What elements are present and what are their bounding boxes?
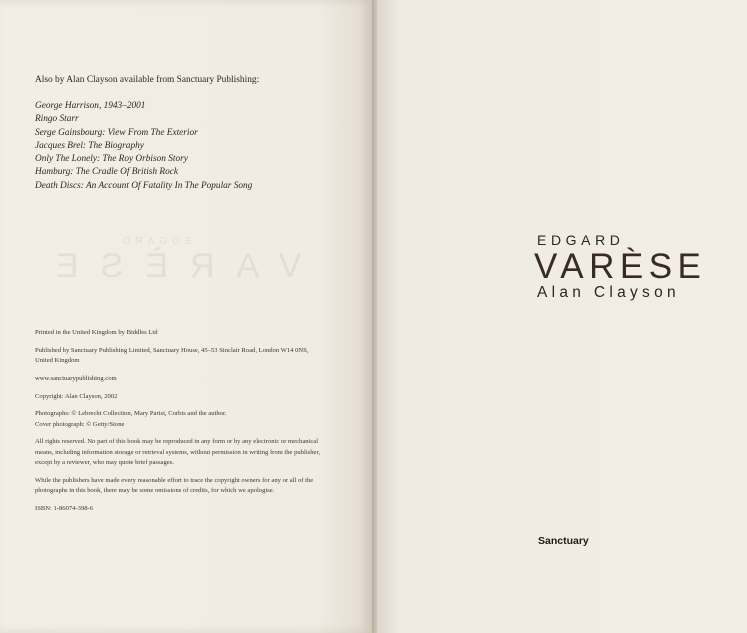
book-title: Serge Gainsbourg: View From The Exterior — [35, 127, 198, 138]
book-title: Death Discs: An Account Of Fatality In The Popular Song — [35, 180, 253, 191]
book-title: Jacques Brel: The Biography — [35, 140, 144, 151]
cover-photo-credit: Cover photograph: © Getty/Stone — [35, 420, 125, 428]
book-title: Hamburg: The Cradle Of British Rock — [35, 167, 178, 178]
title-last-name: VARÈSE — [534, 247, 707, 286]
show-through-varese: VARÈSE — [34, 247, 302, 285]
book-title: Ringo Starr — [35, 114, 79, 125]
imprint-block — [35, 328, 325, 521]
photographs-credit: Photographs: © Lebrecht Collection, Mary Parisi, Corbis and the author. — [35, 410, 227, 418]
publisher-logo: Sanctuary — [538, 535, 589, 547]
book-list — [35, 100, 252, 193]
credits-apology: While the publishers have made every reasonable effort to trace the copyright owners for any or all of the photographs in this book, there may be some omissions of credits, for which we apologise. — [35, 476, 314, 494]
rights-notice: All rights reserved. No part of this book may be reproduced in any form or by any electronic or mechanical means, including information storage or retrieval systems, without permission in writing from the publisher, except by a reviewer, who may quote brief passages. — [35, 438, 321, 466]
isbn: ISBN: 1-86074-398-6 — [35, 504, 94, 512]
book-title: George Harrison, 1943–2001 — [35, 101, 146, 111]
author-name: Alan Clayson — [537, 284, 680, 301]
printer-line: Printed in the United Kingdom by Biddles Ltd — [35, 329, 158, 336]
publisher-address: Published by Sanctuary Publishing Limited, Sanctuary House, 45–53 Sinclair Road, London W14 0NS, United Kingdom — [35, 346, 309, 364]
show-through-edgard: EDGARD — [118, 236, 191, 247]
left-page — [0, 0, 372, 633]
also-by-heading: Also by Alan Clayson available from Sanctuary Publishing: — [35, 75, 260, 85]
book-title: Only The Lonely: The Roy Orbison Story — [35, 154, 188, 165]
copyright-line: Copyright: Alan Clayson, 2002 — [35, 392, 118, 400]
photo-credits — [35, 409, 325, 429]
publisher-website: www.sanctuarypublishing.com — [35, 374, 117, 382]
title-first-name: EDGARD — [537, 232, 625, 248]
